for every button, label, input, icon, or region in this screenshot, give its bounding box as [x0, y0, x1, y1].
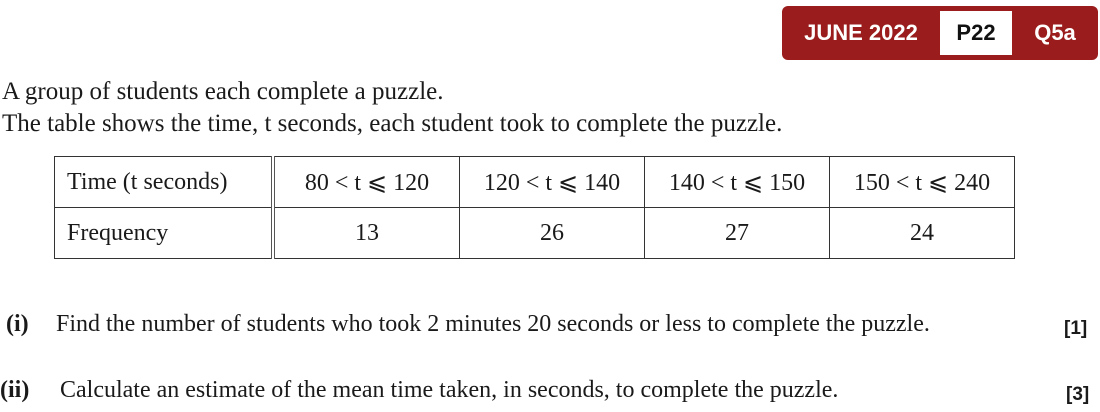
frequency-cell: 27: [645, 208, 830, 259]
frequency-table: [54, 156, 1015, 259]
marks-label: [1]: [1064, 318, 1088, 339]
table-row-frequency: [55, 208, 1015, 259]
question-intro: [2, 76, 782, 140]
intro-line-2: The table shows the time, t seconds, each student took to complete the puzzle.: [2, 110, 783, 137]
badge-paper: P22: [940, 11, 1012, 55]
badge-date: JUNE 2022: [804, 20, 918, 45]
time-header-cell: Time (t seconds): [55, 157, 274, 208]
question-part-ii: [0, 375, 838, 405]
frequency-cell: 13: [273, 208, 460, 259]
table-row-time: [55, 157, 1015, 208]
interval-cell: 140 < t ⩽ 150: [645, 157, 830, 208]
question-badge: [782, 6, 1098, 60]
question-number: (i): [6, 311, 29, 337]
badge-question: Q5a: [1034, 20, 1076, 45]
frequency-header-cell: Frequency: [55, 208, 274, 259]
intro-line-1: A group of students each complete a puzzle.: [2, 78, 444, 105]
question-text: Find the number of students who took 2 minutes 20 seconds or less to complete the puzzle.: [56, 311, 930, 337]
question-text: Calculate an estimate of the mean time taken, in seconds, to complete the puzzle.: [60, 377, 839, 403]
question-part-i: [6, 309, 930, 339]
interval-cell: 150 < t ⩽ 240: [830, 157, 1015, 208]
interval-cell: 80 < t ⩽ 120: [273, 157, 460, 208]
frequency-cell: 26: [460, 208, 645, 259]
question-number: (ii): [0, 377, 30, 403]
frequency-cell: 24: [830, 208, 1015, 259]
marks-label: [3]: [1066, 384, 1090, 405]
interval-cell: 120 < t ⩽ 140: [460, 157, 645, 208]
